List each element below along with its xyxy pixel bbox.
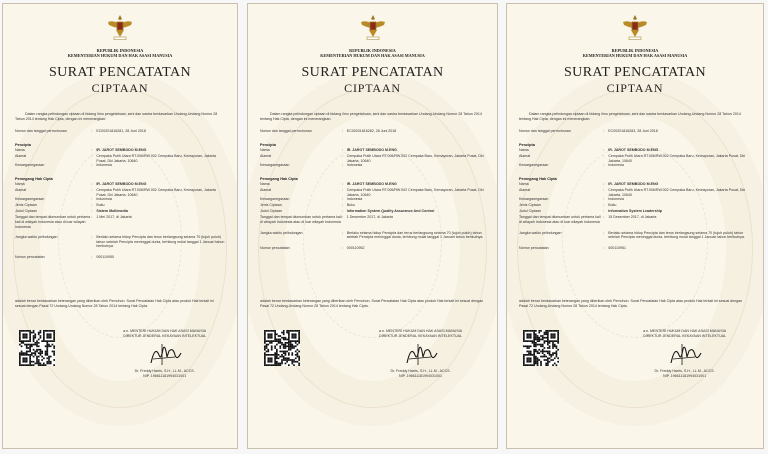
qr-code-icon xyxy=(264,330,300,366)
certificate-subtitle: CIPTAAN xyxy=(344,81,401,95)
work-type-row: Jenis Ciptaan : Buku xyxy=(519,203,753,209)
signatory-line-2: DIREKTUR JENDERAL KEKAYAAN INTELEKTUAL xyxy=(379,333,463,338)
creator-address: Cempaka Putih Utara RT.006/RW.002 Cempaka Baru, Kemayoran, Jakarta Pusat, Dki Jakarta, 10640 xyxy=(346,154,484,163)
holder-name-row: Nama : IR. JAROT SEMBODO M.ENG xyxy=(260,182,487,188)
footer-statement: adalah benar berdasarkan keterangan yang diberikan oleh Pemohon. Surat Pencatatan Hak Cipta atau produk Hak terkait ini sesuai dengan Pasal 72 Undang-Undang Nomor 28 Tahun 2014 tentang Hak Cipta. xyxy=(15,299,214,308)
certificate-subtitle: CIPTAAN xyxy=(606,81,664,95)
certificate-subtitle: CIPTAAN xyxy=(91,81,149,95)
work-title: Information System Leadership xyxy=(608,209,662,214)
creator-nationality: Indonesia xyxy=(608,163,624,168)
garuda-emblem-icon xyxy=(105,12,135,42)
application-number: EC00201816283, 28 Juni 2018 xyxy=(608,129,658,133)
qr-code-icon xyxy=(523,330,559,366)
certificate-header xyxy=(3,48,237,95)
ministry-label: KEMENTERIAN HUKUM DAN HAK ASASI MANUSIA xyxy=(582,53,688,58)
creator-heading: Pencipta xyxy=(15,143,31,147)
creator-name: IR. JAROT SEMBODO M.ENG xyxy=(608,148,659,152)
holder-nationality: Indonesia xyxy=(346,197,363,202)
creator-name-row: Nama : IR. JAROT SEMBODO M.ENG xyxy=(260,148,487,154)
work-title-row: Judul Ciptaan : Information System Leadership xyxy=(519,209,753,215)
holder-name-row: Nama : IR. JAROT SEMBODO M.ENG xyxy=(519,182,753,188)
protection-term: Berlaku selama hidup Pencipta dan terus berlangsung selama 70 (tujuh puluh) tahun setelah Pencipta meninggal dunia, terhitung mulai tanggal 1 Januari tahun berikutnya. xyxy=(96,235,225,249)
work-type-row: Jenis Ciptaan : Buku xyxy=(260,203,487,209)
creator-name-row: Nama : IR. JAROT SEMBODO M.ENG xyxy=(519,148,753,154)
certificate-header xyxy=(248,48,497,95)
certificate-title: SURAT PENCATATAN xyxy=(49,65,191,80)
certificate-details xyxy=(260,129,487,252)
holder-address-row: Alamat : Cempaka Putih Utara RT.006/RW.002 Cempaka Baru, Kemayoran, Jakarta Pusat, Dki Jakarta, 10640 xyxy=(519,188,753,197)
work-title: Sistem Multimedia xyxy=(96,209,128,214)
creator-address-row: Alamat : Cempaka Putih Utara RT.006/RW.002 Cempaka Baru, Kemayoran, Jakarta Pusat, Dki Jakarta, 10640 xyxy=(260,154,487,163)
holder-address: Cempaka Putih Utara RT.006/RW.002 Cempaka Baru, Kemayoran, Jakarta Pusat, Dki Jakarta, 10640 xyxy=(346,188,484,197)
protection-row: Jangka waktu pelindungan : Berlaku selama hidup Pencipta dan terus berlangsung selama 70 (tujuh puluh) tahun setelah Pencipta meninggal dunia, terhitung mulai tanggal 1 Januari tahun berikutnya. xyxy=(15,235,227,249)
work-type-row: Jenis Ciptaan : Buku xyxy=(15,203,227,209)
work-title: Information System Quality Assurance And Control xyxy=(346,209,435,214)
holder-nationality: Indonesia xyxy=(608,197,624,202)
holder-address: Cempaka Putih Utara RT.006/RW.002 Cempaka Baru, Kemayoran, Jakarta Pusat, Dki Jakarta, 10640 xyxy=(96,188,216,197)
creator-name: IR. JAROT SEMBODO M.ENG xyxy=(346,148,397,152)
certificate-title: SURAT PENCATATAN xyxy=(564,65,706,80)
protection-row: Jangka waktu pelindungan : Berlaku selama hidup Pencipta dan terus berlangsung selama 70 (tujuh puluh) tahun setelah Pencipta meninggal dunia, terhitung mulai tanggal 1 Januari tahun berikutnya. xyxy=(260,231,487,240)
footer-statement: adalah benar berdasarkan keterangan yang diberikan oleh Pemohon. Surat Pencatatan Hak Cipta atau produk Hak terkait ini sesuai dengan Pasal 72 Undang-Undang Nomor 28 Tahun 2014 tentang Hak Cipta. xyxy=(260,299,484,308)
work-date-row: Tanggal dan tempat diumumkan untuk pertama kali di wilayah Indonesia atau di luar wilayah Indonesia : 1 Mei 2017, di Jakarta xyxy=(15,215,227,229)
work-date-row: Tanggal dan tempat diumumkan untuk pertama kali di wilayah Indonesia atau di luar wilayah Indonesia : 1 Desember 2017, di Jakarta xyxy=(260,215,487,224)
qr-code-icon xyxy=(19,330,55,366)
signatory-line-2: DIREKTUR JENDERAL KEKAYAAN INTELEKTUAL xyxy=(643,333,727,338)
record-number: 000110950 xyxy=(96,254,115,259)
application-row: Nomor dan tanggal permohonan : EC00201816282, 28 Juni 2018 xyxy=(260,129,487,135)
application-number: EC00201816281, 28 Juni 2018 xyxy=(96,129,146,133)
protection-row: Jangka waktu pelindungan : Berlaku selama hidup Pencipta dan terus berlangsung selama 70 (tujuh puluh) tahun setelah Pencipta meninggal dunia, terhitung mulai tanggal 1 Januari tahun berikutnya. xyxy=(519,231,753,240)
garuda-emblem-icon xyxy=(620,12,650,42)
certificate-title: SURAT PENCATATAN xyxy=(301,65,444,80)
creator-name: IR. JAROT SEMBODO M.ENG xyxy=(96,148,147,152)
intro-paragraph: Dalam rangka pelindungan ciptaan di bidang ilmu pengetahuan, seni dan sastra berdasarkan Undang-Undang Nomor 28 Tahun 2014 tentang Hak Cipta, dengan ini menerangkan: xyxy=(519,112,741,121)
signature-icon xyxy=(145,341,185,369)
record-row: Nomor pencatatan : 000110952 xyxy=(260,246,487,252)
record-number: 000110951 xyxy=(608,245,626,250)
creator-address: Cempaka Putih Utara RT.006/RW.002 Cempaka Baru, Kemayoran, Jakarta Pusat, Dki Jakarta, 10640 xyxy=(608,154,746,163)
creator-name-row: Nama : IR. JAROT SEMBODO M.ENG xyxy=(15,148,227,154)
signatory-name: Dr. Freddy Harris, S.H., LL.M., ACCS. xyxy=(134,369,195,374)
holder-nationality: Indonesia xyxy=(96,197,112,202)
ministry-label: KEMENTERIAN HUKUM DAN HAK ASASI MANUSIA xyxy=(67,53,173,58)
work-date: 1 Mei 2017, di Jakarta xyxy=(96,215,132,220)
holder-heading: Pemegang Hak Cipta xyxy=(15,177,53,182)
protection-term: Berlaku selama hidup Pencipta dan terus berlangsung selama 70 (tujuh puluh) tahun setelah Pencipta meninggal dunia, terhitung mulai tanggal 1 Januari tahun berikutnya. xyxy=(608,230,745,240)
work-type: Buku xyxy=(608,203,617,208)
holder-name: IR. JAROT SEMBODO M.ENG xyxy=(346,182,397,187)
certificate-3 xyxy=(506,3,764,449)
footer-statement: adalah benar berdasarkan keterangan yang diberikan oleh Pemohon. Surat Pencatatan Hak Cipta atau produk Hak terkait ini sesuai dengan Pasal 72 Undang-Undang Nomor 28 Tahun 2014 tentang Hak Cipta. xyxy=(519,299,743,308)
work-title-row: Judul Ciptaan : Information System Quality Assurance And Control xyxy=(260,209,487,215)
work-type: Buku xyxy=(96,203,105,208)
protection-term: Berlaku selama hidup Pencipta dan terus berlangsung selama 70 (tujuh puluh) tahun setelah Pencipta meninggal dunia, terhitung mulai tanggal 1 Januari tahun berikutnya. xyxy=(346,230,484,240)
certificate-header xyxy=(507,48,763,95)
creator-nationality: Indonesia xyxy=(96,163,112,168)
garuda-emblem-icon xyxy=(358,12,388,42)
signature-icon xyxy=(401,341,441,369)
holder-address: Cempaka Putih Utara RT.006/RW.002 Cempaka Baru, Kemayoran, Jakarta Pusat, Dki Jakarta, 10640 xyxy=(608,188,746,197)
republic-label: REPUBLIK INDONESIA xyxy=(611,48,659,53)
signatory-nip: NIP. 196611181994031001 xyxy=(399,373,443,378)
signature-block xyxy=(100,329,229,378)
holder-name: IR. JAROT SEMBODO M.ENG xyxy=(608,182,659,187)
signatory-line-2: DIREKTUR JENDERAL KEKAYAAN INTELEKTUAL xyxy=(123,333,207,338)
work-title-row: Judul Ciptaan : Sistem Multimedia xyxy=(15,209,227,215)
holder-name-row: Nama : IR. JAROT SEMBODO M.ENG xyxy=(15,182,227,188)
republic-label: REPUBLIK INDONESIA xyxy=(96,48,144,53)
work-type: Buku xyxy=(346,203,355,208)
application-row: Nomor dan tanggal permohonan : EC00201816281, 28 Juni 2018 xyxy=(15,129,227,135)
signature-icon xyxy=(665,341,705,369)
signature-block xyxy=(614,329,755,378)
signatory-nip: NIP. 196611181994031001 xyxy=(663,373,707,378)
signatory-line-1: a.n. MENTERI HUKUM DAN HAK ASASI MANUSIA xyxy=(123,329,207,333)
application-row: Nomor dan tanggal permohonan : EC00201816283, 28 Juni 2018 xyxy=(519,129,753,135)
ministry-label: KEMENTERIAN HUKUM DAN HAK ASASI MANUSIA xyxy=(320,53,425,58)
holder-nationality-row: Kewarganegaraan : Indonesia xyxy=(519,197,753,203)
holder-nationality-row: Kewarganegaraan : Indonesia xyxy=(15,197,227,203)
signatory-name: Dr. Freddy Harris, S.H., LL.M., ACCS. xyxy=(654,369,715,374)
holder-heading: Pemegang Hak Cipta xyxy=(260,177,298,182)
republic-label: REPUBLIK INDONESIA xyxy=(349,48,396,53)
creator-nationality-row: Kewarganegaraan : Indonesia xyxy=(15,163,227,169)
signatory-line-1: a.n. MENTERI HUKUM DAN HAK ASASI MANUSIA xyxy=(378,329,463,333)
holder-name: IR. JAROT SEMBODO M.ENG xyxy=(96,182,147,187)
signatory-nip: NIP. 196611181994031001 xyxy=(143,373,187,378)
creator-heading: Pencipta xyxy=(260,143,276,147)
holder-nationality-row: Kewarganegaraan : Indonesia xyxy=(260,197,487,203)
intro-paragraph: Dalam rangka pelindungan ciptaan di bidang ilmu pengetahuan, seni dan sastra berdasarkan Undang-Undang Nomor 28 Tahun 2014 tentang Hak Cipta, dengan ini menerangkan: xyxy=(260,112,482,121)
intro-paragraph: Dalam rangka pelindungan ciptaan di bidang ilmu pengetahuan, seni dan sastra berdasarkan Undang-Undang Nomor 28 Tahun 2014 tentang Hak Cipta, dengan ini menerangkan: xyxy=(15,112,218,121)
application-number: EC00201816282, 28 Juni 2018 xyxy=(346,129,397,133)
certificate-details xyxy=(15,129,227,261)
work-date: 15 Desember 2017, di Jakarta xyxy=(608,215,657,220)
record-row: Nomor pencatatan : 000110950 xyxy=(15,255,227,261)
record-number: 000110952 xyxy=(346,245,365,250)
creator-address: Cempaka Putih Utara RT.006/RW.002 Cempaka Baru, Kemayoran, Jakarta Pusat, Dki Jakarta, 10640 xyxy=(96,154,216,163)
creator-nationality-row: Kewarganegaraan : Indonesia xyxy=(519,163,753,169)
signatory-name: Dr. Freddy Harris, S.H., LL.M., ACCS. xyxy=(390,369,451,374)
certificate-1 xyxy=(2,3,238,449)
work-date: 1 Desember 2017, di Jakarta xyxy=(346,215,393,220)
creator-address-row: Alamat : Cempaka Putih Utara RT.006/RW.002 Cempaka Baru, Kemayoran, Jakarta Pusat, Dki Jakarta, 10640 xyxy=(15,154,227,163)
creator-nationality-row: Kewarganegaraan : Indonesia xyxy=(260,163,487,169)
record-row: Nomor pencatatan : 000110951 xyxy=(519,246,753,252)
signature-block xyxy=(352,329,489,378)
holder-address-row: Alamat : Cempaka Putih Utara RT.006/RW.002 Cempaka Baru, Kemayoran, Jakarta Pusat, Dki Jakarta, 10640 xyxy=(260,188,487,197)
certificate-details xyxy=(519,129,753,252)
signatory-line-1: a.n. MENTERI HUKUM DAN HAK ASASI MANUSIA xyxy=(643,329,727,333)
holder-heading: Pemegang Hak Cipta xyxy=(519,177,557,182)
work-date-row: Tanggal dan tempat diumumkan untuk pertama kali di wilayah Indonesia atau di luar wilayah Indonesia : 15 Desember 2017, di Jakarta xyxy=(519,215,753,224)
holder-address-row: Alamat : Cempaka Putih Utara RT.006/RW.002 Cempaka Baru, Kemayoran, Jakarta Pusat, Dki Jakarta, 10640 xyxy=(15,188,227,197)
creator-heading: Pencipta xyxy=(519,143,535,147)
creator-nationality: Indonesia xyxy=(346,163,363,168)
certificate-2 xyxy=(247,3,498,449)
creator-address-row: Alamat : Cempaka Putih Utara RT.006/RW.002 Cempaka Baru, Kemayoran, Jakarta Pusat, Dki Jakarta, 10640 xyxy=(519,154,753,163)
